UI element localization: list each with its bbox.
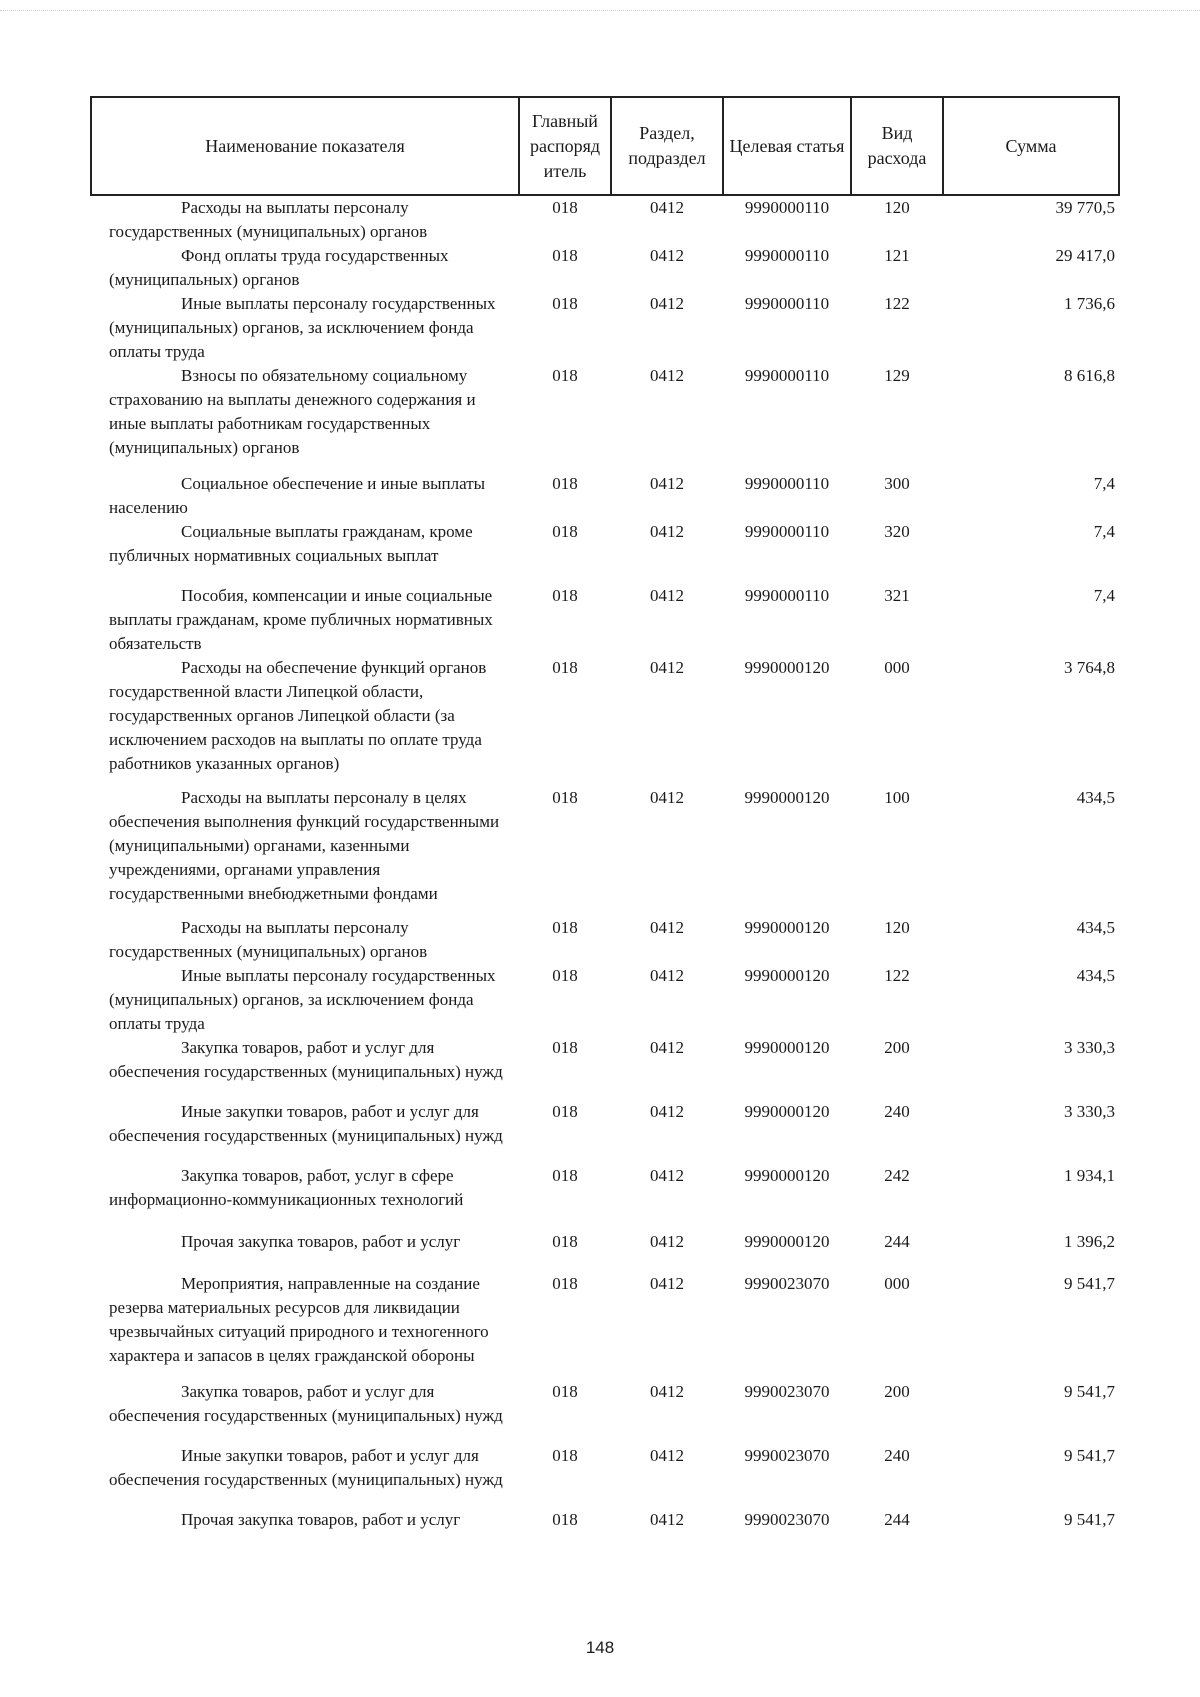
table-cell-expense-type: 120 — [884, 198, 910, 217]
table-row — [91, 916, 1119, 964]
table-cell-name: Взносы по обязательному социальному страхованию на выплаты денежного содержания и иные выплаты работникам государственных (муниципальных) органов — [109, 366, 476, 457]
table-cell-target-article: 9990000110 — [744, 586, 830, 605]
table-row — [91, 195, 1119, 244]
table-cell-name: Иные выплаты персоналу государственных (муниципальных) органов, за исключением фонда оплаты труда — [109, 966, 496, 1033]
table-row — [91, 1444, 1119, 1508]
table-cell-name: Расходы на обеспечение функций органов государственной власти Липецкой области, государственных органов Липецкой области (за исключением расходов на выплаты по оплате труда работников указанных органов) — [109, 658, 487, 773]
table-cell-name: Социальные выплаты гражданам, кроме публичных нормативных социальных выплат — [109, 522, 473, 565]
table-cell-target-article: 9990023070 — [744, 1510, 830, 1529]
table-cell-name: Расходы на выплаты персоналу в целях обеспечения выполнения функций государственными (муниципальными) органами, казенными учреждениями, органами управления государственными внебюджетными фондами — [109, 788, 500, 903]
table-cell-chief-manager: 018 — [552, 1232, 578, 1251]
table-row — [91, 472, 1119, 520]
table-cell-amount: 29 417,0 — [1055, 246, 1115, 265]
scan-edge-line — [0, 10, 1200, 11]
table-cell-section: 0412 — [650, 918, 684, 937]
table-cell-target-article: 9990000110 — [744, 522, 830, 541]
table-cell-section: 0412 — [650, 1274, 684, 1293]
table-cell-target-article: 9990000120 — [744, 1102, 830, 1121]
table-cell-name: Иные выплаты персоналу государственных (муниципальных) органов, за исключением фонда оплаты труда — [109, 294, 496, 361]
table-cell-amount: 1 934,1 — [1064, 1166, 1115, 1185]
table-cell-amount: 9 541,7 — [1064, 1446, 1115, 1465]
table-cell-name: Пособия, компенсации и иные социальные выплаты гражданам, кроме публичных нормативных обязательств — [109, 586, 493, 653]
table-cell-chief-manager: 018 — [552, 294, 578, 313]
table-cell-expense-type: 122 — [884, 294, 910, 313]
table-cell-section: 0412 — [650, 966, 684, 985]
table-cell-section: 0412 — [650, 1232, 684, 1251]
table-cell-expense-type: 320 — [884, 522, 910, 541]
table-cell-amount: 434,5 — [1076, 918, 1115, 937]
table-cell-amount: 7,4 — [1093, 522, 1115, 541]
table-cell-chief-manager: 018 — [552, 366, 578, 385]
table-cell-section: 0412 — [650, 1102, 684, 1121]
table-cell-name: Расходы на выплаты персоналу государственных (муниципальных) органов — [109, 198, 428, 241]
budget-table — [90, 96, 1120, 1556]
table-cell-section: 0412 — [650, 1166, 684, 1185]
table-cell-amount: 3 330,3 — [1064, 1102, 1115, 1121]
table-cell-name: Расходы на выплаты персоналу государственных (муниципальных) органов — [109, 918, 428, 961]
table-cell-section: 0412 — [650, 294, 684, 313]
table-cell-section: 0412 — [650, 366, 684, 385]
table-cell-expense-type: 129 — [884, 366, 910, 385]
table-cell-expense-type: 000 — [884, 658, 910, 677]
table-row — [91, 1508, 1119, 1556]
table-cell-name: Закупка товаров, работ, услуг в сфере информационно-коммуникационных технологий — [109, 1166, 464, 1209]
table-cell-amount: 1 396,2 — [1064, 1232, 1115, 1251]
table-cell-section: 0412 — [650, 474, 684, 493]
page-number: 148 — [585, 1638, 615, 1657]
table-cell-name: Закупка товаров, работ и услуг для обеспечения государственных (муниципальных) нужд — [109, 1038, 503, 1081]
table-cell-chief-manager: 018 — [552, 1382, 578, 1401]
table-cell-amount: 3 764,8 — [1064, 658, 1115, 677]
header-expense-type: Вид расхода — [851, 97, 943, 195]
table-cell-amount: 7,4 — [1093, 474, 1115, 493]
table-cell-name: Социальное обеспечение и иные выплаты населению — [109, 474, 486, 517]
table-cell-name: Закупка товаров, работ и услуг для обеспечения государственных (муниципальных) нужд — [109, 1382, 503, 1425]
table-header — [91, 97, 1119, 195]
table-cell-amount: 8 616,8 — [1064, 366, 1115, 385]
table-cell-amount: 3 330,3 — [1064, 1038, 1115, 1057]
table-cell-target-article: 9990000120 — [744, 1232, 830, 1251]
header-target-article: Целевая статья — [723, 97, 851, 195]
table-cell-target-article: 9990000120 — [744, 658, 830, 677]
table-cell-chief-manager: 018 — [552, 918, 578, 937]
table-row — [91, 584, 1119, 656]
table-cell-section: 0412 — [650, 198, 684, 217]
table-body — [91, 195, 1119, 1556]
table-cell-name: Прочая закупка товаров, работ и услуг — [181, 1510, 461, 1529]
table-cell-expense-type: 244 — [884, 1232, 910, 1251]
header-chief-manager: Главный распоряд итель — [519, 97, 611, 195]
table-cell-expense-type: 321 — [884, 586, 910, 605]
table-cell-chief-manager: 018 — [552, 1038, 578, 1057]
table-cell-chief-manager: 018 — [552, 1102, 578, 1121]
header-name: Наименование показателя — [91, 97, 519, 195]
table-cell-amount: 39 770,5 — [1055, 198, 1115, 217]
header-amount: Сумма — [943, 97, 1119, 195]
table-cell-expense-type: 200 — [884, 1038, 910, 1057]
table-cell-name: Прочая закупка товаров, работ и услуг — [181, 1232, 461, 1251]
table-cell-target-article: 9990023070 — [744, 1446, 830, 1465]
table-row — [91, 786, 1119, 916]
table-cell-name: Фонд оплаты труда государственных (муниципальных) органов — [109, 246, 449, 289]
table-cell-chief-manager: 018 — [552, 522, 578, 541]
table-cell-expense-type: 242 — [884, 1166, 910, 1185]
table-cell-amount: 9 541,7 — [1064, 1382, 1115, 1401]
table-cell-chief-manager: 018 — [552, 1510, 578, 1529]
table-row — [91, 1036, 1119, 1100]
table-cell-section: 0412 — [650, 1446, 684, 1465]
table-cell-target-article: 9990023070 — [744, 1274, 830, 1293]
table-cell-expense-type: 122 — [884, 966, 910, 985]
table-cell-chief-manager: 018 — [552, 1274, 578, 1293]
table-cell-target-article: 9990000120 — [744, 788, 830, 807]
table-cell-section: 0412 — [650, 586, 684, 605]
table-cell-chief-manager: 018 — [552, 658, 578, 677]
table-cell-expense-type: 100 — [884, 788, 910, 807]
table-cell-expense-type: 244 — [884, 1510, 910, 1529]
table-cell-section: 0412 — [650, 1038, 684, 1057]
table-cell-expense-type: 121 — [884, 246, 910, 265]
table-row — [91, 244, 1119, 292]
table-cell-section: 0412 — [650, 246, 684, 265]
table-cell-name: Мероприятия, направленные на создание резерва материальных ресурсов для ликвидации чрезвычайных ситуаций природного и техногенного характера и запасов в целях гражданской обороны — [109, 1274, 489, 1365]
table-row — [91, 520, 1119, 584]
table-cell-chief-manager: 018 — [552, 966, 578, 985]
table-cell-target-article: 9990000110 — [744, 366, 830, 385]
table-cell-expense-type: 240 — [884, 1102, 910, 1121]
table-cell-target-article: 9990000110 — [744, 474, 830, 493]
header-section: Раздел, подраздел — [611, 97, 723, 195]
table-cell-amount: 7,4 — [1093, 586, 1115, 605]
table-cell-expense-type: 000 — [884, 1274, 910, 1293]
table-row — [91, 1272, 1119, 1380]
table-cell-section: 0412 — [650, 788, 684, 807]
table-cell-target-article: 9990000120 — [744, 1038, 830, 1057]
table-cell-chief-manager: 018 — [552, 1446, 578, 1465]
table-cell-target-article: 9990000110 — [744, 246, 830, 265]
table-row — [91, 1380, 1119, 1444]
table-row — [91, 1100, 1119, 1164]
table-cell-amount: 9 541,7 — [1064, 1510, 1115, 1529]
table-cell-section: 0412 — [650, 1382, 684, 1401]
table-cell-expense-type: 300 — [884, 474, 910, 493]
table-cell-chief-manager: 018 — [552, 788, 578, 807]
table-row — [91, 1230, 1119, 1272]
table-cell-amount: 9 541,7 — [1064, 1274, 1115, 1293]
table-cell-target-article: 9990000120 — [744, 966, 830, 985]
table-row — [91, 1164, 1119, 1230]
table-cell-chief-manager: 018 — [552, 474, 578, 493]
header-row — [91, 97, 1119, 195]
table-cell-target-article: 9990000110 — [744, 198, 830, 217]
table-cell-section: 0412 — [650, 1510, 684, 1529]
table-row — [91, 292, 1119, 364]
table-cell-chief-manager: 018 — [552, 586, 578, 605]
table-cell-target-article: 9990000120 — [744, 1166, 830, 1185]
table-cell-amount: 434,5 — [1076, 788, 1115, 807]
table-cell-chief-manager: 018 — [552, 246, 578, 265]
table-cell-expense-type: 240 — [884, 1446, 910, 1465]
table-row — [91, 364, 1119, 472]
table-cell-name: Иные закупки товаров, работ и услуг для обеспечения государственных (муниципальных) нужд — [109, 1102, 503, 1145]
table-cell-target-article: 9990000110 — [744, 294, 830, 313]
table-cell-name: Иные закупки товаров, работ и услуг для обеспечения государственных (муниципальных) нужд — [109, 1446, 503, 1489]
table-row — [91, 656, 1119, 786]
table-cell-target-article: 9990023070 — [744, 1382, 830, 1401]
table-cell-chief-manager: 018 — [552, 1166, 578, 1185]
table-cell-expense-type: 120 — [884, 918, 910, 937]
table-cell-amount: 434,5 — [1076, 966, 1115, 985]
table-row — [91, 964, 1119, 1036]
table-cell-section: 0412 — [650, 658, 684, 677]
table-cell-amount: 1 736,6 — [1064, 294, 1115, 313]
table-cell-expense-type: 200 — [884, 1382, 910, 1401]
table-cell-chief-manager: 018 — [552, 198, 578, 217]
table-cell-section: 0412 — [650, 522, 684, 541]
table-cell-target-article: 9990000120 — [744, 918, 830, 937]
